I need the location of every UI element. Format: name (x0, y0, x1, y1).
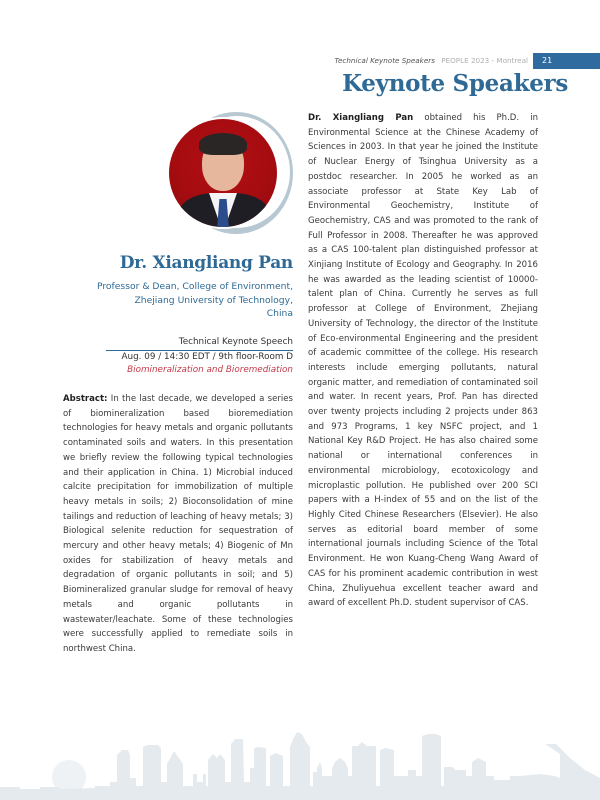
talk-type: Technical Keynote Speech (178, 337, 293, 347)
page-number: 21 (533, 53, 600, 69)
speaker-affiliation (53, 280, 293, 321)
affiliation-line: China (266, 308, 293, 319)
abstract-text: In the last decade, we developed a series of biomineralization based bioremediation technologies for heavy metals and organic pollutants contaminated soils and waters. In this presentation we briefly review the following typical technologies and their application in China. 1) Microbial induced calcite precipitation for immobilization of multiple heavy metals in soils; 2) Bioconsolidation of mine tailings and reduction of leaching of heavy metals; 3) Biological selenite reduction for sequestration of mercury and other heavy metals; 4) Biogenic of Mn oxides for stabilization of heavy metals and degradation of organic pollutants in soil; and 5) Biomineralized granular sludge for removal of heavy metals and organic pollutants in wastewater/leachate. Some of these technologies were successfully applied to remediate soils in northwest China. (63, 394, 293, 654)
abstract (63, 392, 293, 657)
city-skyline-graphic (0, 690, 600, 800)
divider (106, 350, 293, 351)
speaker-photo (167, 117, 279, 229)
bio-name: Dr. Xiangliang Pan (308, 113, 414, 123)
header-section: Technical Keynote Speakers (334, 56, 435, 65)
running-header (334, 56, 528, 65)
talk-schedule: Aug. 09 / 14:30 EDT / 9th floor-Room D (121, 352, 293, 362)
speaker-photo-frame (165, 112, 295, 240)
speaker-name: Dr. Xiangliang Pan (119, 253, 293, 273)
bio-text: obtained his Ph.D. in Environmental Science at the Chinese Academy of Sciences in 2003. In that year he joined the Institute of Nuclear Energy of Tsinghua University as a postdoc researcher. In 2005 he worked as an associate professor at State Key Lab of Environmental Geochemistry, Institute of Geochemistry, CAS and was promoted to the rank of Full Professor in 2008. Thereafter he was approved as a CAS 100-talent plan distinguished professor at Xinjiang Institute of Ecology and Geography. In 2016 he was awarded as the leading scientist of 10000-talent plan of China. Currently he serves as full professor at College of Environment, Zhejiang University of Technology, the director of the Institute of Eco-environmental Engineering and the president of academic committee of the college. His research interests include emerging pollutants, natural organic matter, and remediation of contaminated soil and water. In recent years, Prof. Pan has directed over twenty projects including 2 projects under 863 and 973 Programs, 1 key NSFC project, and 1 National Key R&D Project. He has also chaired some national or international conferences in environmental microbiology, ecotoxicology and microplastic pollution. He published over 200 SCI papers with a H-index of 55 and on the list of the Highly Cited Chinese Researchers (Elsevier). He also serves as editorial board member of some international journals including Science of the Total Environment. He won Kuang-Cheng Wang Award of CAS for his prominent academic contribution in west China, Zhuliyuehua excellent teacher award and award of excellent Ph.D. student supervisor of CAS. (308, 113, 538, 609)
page-title: Keynote Speakers (342, 70, 568, 97)
talk-title: Biomineralization and Bioremediation (127, 365, 293, 375)
header-event: PEOPLE 2023 - Montreal (441, 56, 528, 65)
abstract-label: Abstract: (63, 394, 108, 404)
affiliation-line: Professor & Dean, College of Environment, (96, 281, 293, 292)
speaker-bio (308, 111, 538, 611)
affiliation-line: Zhejiang University of Technology, (134, 294, 293, 306)
